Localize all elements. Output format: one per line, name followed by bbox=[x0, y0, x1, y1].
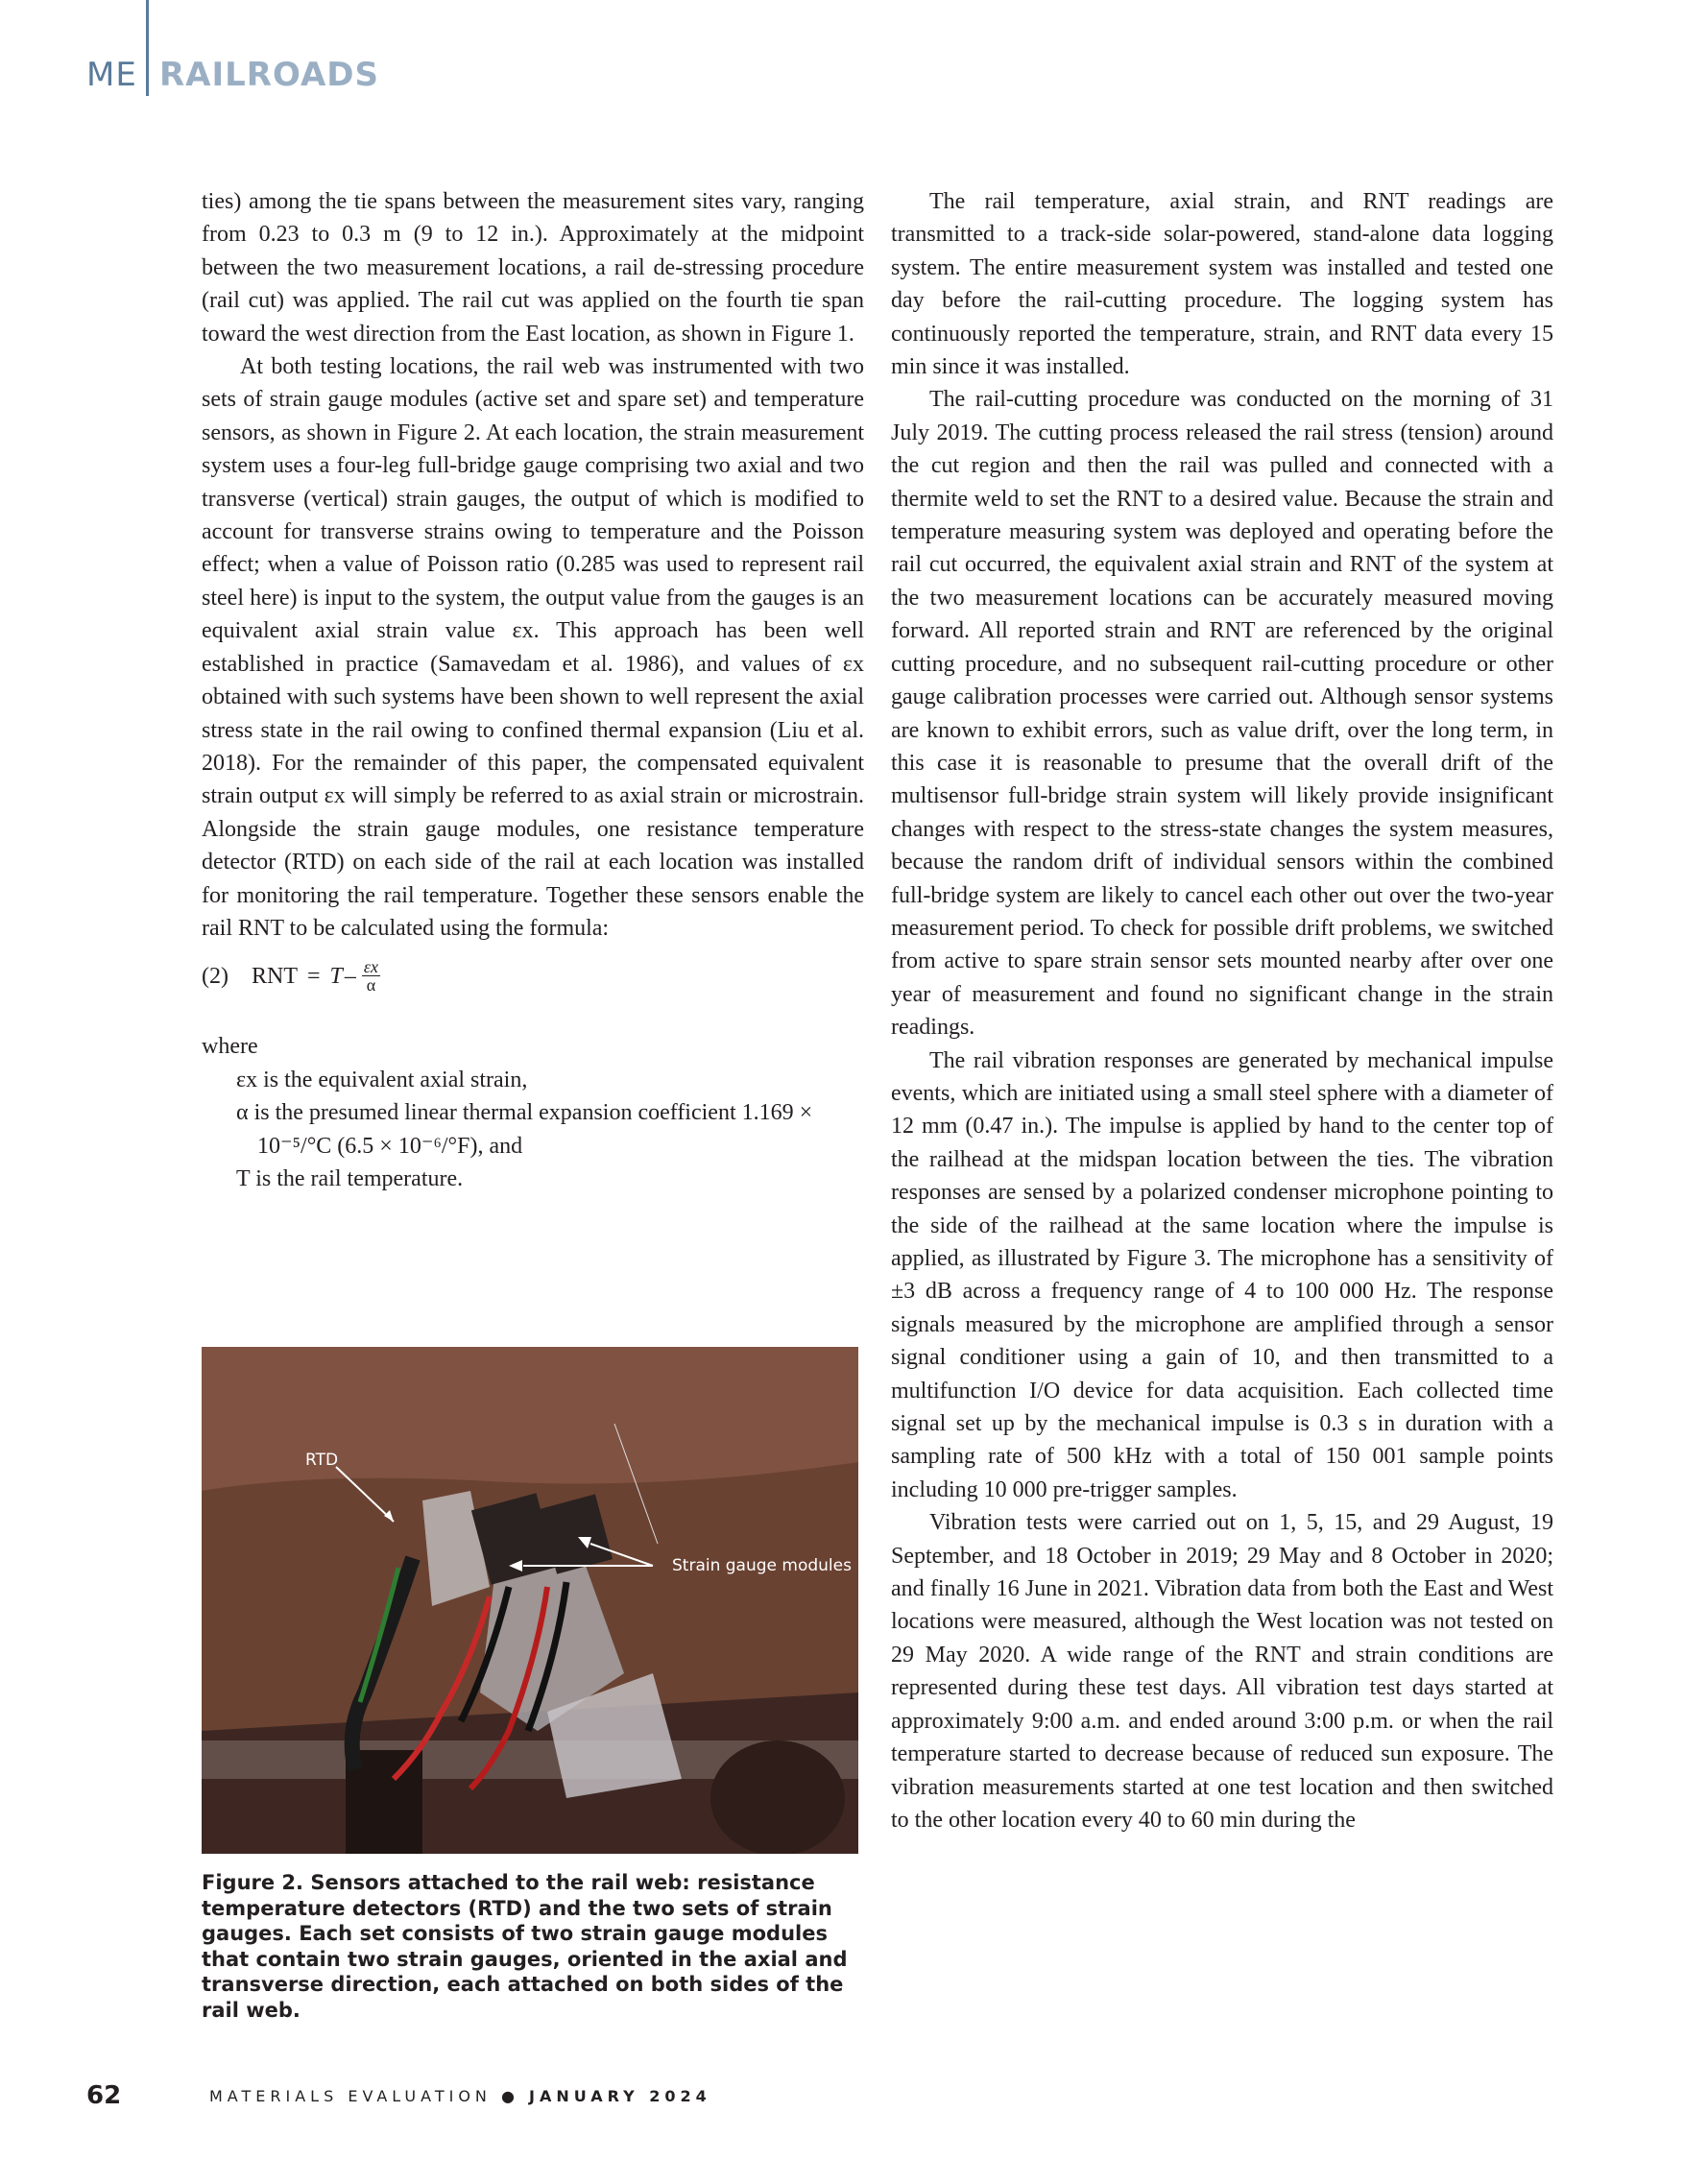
equation bbox=[202, 958, 864, 994]
section-code: ME bbox=[86, 56, 137, 94]
rtd-label: RTD bbox=[305, 1451, 339, 1470]
figure-caption: Figure 2. Sensors attached to the rail web: resistance temperature detectors (RTD) and the two sets of strain gauges. Each set consists of two strain gauge modules that contain two strain gauges, oriented in the axial and transverse direction, each attached on both sides of the rail web. bbox=[202, 1871, 848, 2022]
strain-gauge-label: Strain gauge modules bbox=[672, 1556, 852, 1575]
sensor-photo-illustration bbox=[202, 1347, 858, 1854]
equation-lhs: RNT bbox=[252, 963, 298, 989]
paragraph: The rail temperature, axial strain, and RNT readings are transmitted to a track-side solar-powered, stand-alone data logging system. The entire measurement system was installed and tested one day before the rail-cutting procedure. The logging system has continuously reported the temperature, strain, and RNT data every 15 min since it was installed. bbox=[891, 189, 1553, 380]
equation-minus: – bbox=[344, 963, 356, 989]
footer-bullet: ● bbox=[500, 2087, 519, 2105]
right-column bbox=[891, 185, 1553, 1836]
paragraph: The rail vibration responses are generated by mechanical impulse events, which are initiated using a small steel sphere with a diameter of 12 mm (0.47 in.). The impulse is applied by hand to the center top of the railhead at the midspan location between the ties. The vibration responses are sensed by a polarized condenser microphone pointing to the side of the railhead at the same location where the impulse is applied, as illustrated by Figure 3. The microphone has a sensitivity of ±3 dB across a frequency range of 4 to 100 000 Hz. The response signals measured by the microphone are amplified through a sensor signal conditioner using a gain of 10, and then transmitted to a multifunction I/O device for data acquisition. Each collected time signal set up by the mechanical impulse is 0.3 s in duration with a sampling rate of 500 kHz with a total of 150 001 sample points including 10 000 pre-trigger samples. bbox=[891, 1047, 1553, 1502]
definition-item: α is the presumed linear thermal expansion coefficient 1.169 × 10⁻⁵/°C (6.5 × 10⁻⁶/°F), and bbox=[236, 1100, 813, 1159]
fraction-denominator: α bbox=[366, 975, 376, 996]
journal-name: MATERIALS EVALUATION bbox=[209, 2087, 492, 2105]
left-column bbox=[202, 185, 864, 1195]
equation-T: T bbox=[329, 963, 343, 989]
paragraph: ties) among the tie spans between the measurement sites vary, ranging from 0.23 to 0.3 m (9 to 12 in.). Approximately at the midpoint between the two measurement locations, a rail de-stressing procedure (rail cut) was applied. The rail cut was applied on the fourth tie span toward the west direction from the East location, as shown in Figure 1. bbox=[202, 189, 864, 347]
paragraph: At both testing locations, the rail web was instrumented with two sets of strain gauge modules (active set and spare set) and temperature sensors, as shown in Figure 2. At each location, the strain measurement system uses a four-leg full-bridge gauge comprising two axial and two transverse (vertical) strain gauges, the output of which is modified to account for transverse strains owing to temperature and the Poisson effect; when a value of Poisson ratio (0.285 was used to represent rail steel here) is input to the system, the output value from the gauges is an equivalent axial strain value εx. This approach has been well established in practice (Samavedam et al. 1986), and values of εx obtained with such systems have been shown to well represent the axial stress state in the rail owing to confined thermal expansion (Liu et al. 2018). For the remainder of this paper, the compensated equivalent strain output εx will simply be referred to as axial strain or microstrain. Alongside the strain gauge modules, one resistance temperature detector (RTD) on each side of the rail at each location was installed for monitoring the rail temperature. Together these sensors enable the rail RNT to be calculated using the formula: bbox=[202, 354, 864, 941]
paragraph: The rail-cutting procedure was conducted on the morning of 31 July 2019. The cutting process released the rail stress (tension) around the cut region and then the rail was pulled and connected with a thermite weld to set the RNT to a desired value. Because the strain and temperature measuring system was deployed and operating before the rail cut occurred, the equivalent axial strain and RNT of the system at the two measurement locations can be accurately measured moving forward. All reported strain and RNT are referenced by the original cutting procedure, and no subsequent rail-cutting procedure or other gauge calibration processes were carried out. Although sensor systems are known to exhibit errors, such as value drift, over the long term, in this case it is reasonable to presume that the overall drift of the multisensor full-bridge strain system will likely provide insignificant changes with respect to the stress-state changes the system measures, because the random drift of individual sensors within the combined full-bridge system are likely to cancel each other out over the two-year measurement period. To check for possible drift problems, we switched from active to spare strain sensor sets mounted nearby after over one year of measurement and found no significant change in the strain readings. bbox=[891, 387, 1553, 1041]
journal-footer bbox=[209, 2087, 711, 2105]
equation-fraction bbox=[362, 958, 380, 994]
where-label: where bbox=[202, 1034, 258, 1060]
definition-item: εx is the equivalent axial strain, bbox=[236, 1067, 528, 1092]
section-name: RAILROADS bbox=[159, 56, 380, 94]
equation-number: (2) bbox=[202, 963, 229, 989]
figure-photo bbox=[202, 1347, 858, 1854]
header-divider bbox=[146, 0, 149, 96]
journal-issue: JANUARY 2024 bbox=[529, 2087, 711, 2105]
fraction-numerator: εx bbox=[363, 957, 378, 977]
definition-list bbox=[236, 1064, 864, 1196]
page-number: 62 bbox=[86, 2081, 122, 2110]
definition-item: T is the rail temperature. bbox=[236, 1165, 464, 1191]
equation-equals: = bbox=[307, 963, 321, 989]
paragraph: Vibration tests were carried out on 1, 5, 15, and 29 August, 19 September, and 18 October in 2019; 29 May and 8 October in 2020; and finally 16 June in 2021. Vibration data from both the East and West locations were measured, although the West location was not tested on 29 May 2020. A wide range of the RNT and strain conditions are represented during these test days. All vibration test days started at approximately 9:00 a.m. and ended around 3:00 p.m. or when the rail temperature started to decrease because of reduced sun exposure. The vibration measurements started at one test location and then switched to the other location every 40 to 60 min during the bbox=[891, 1510, 1553, 1833]
